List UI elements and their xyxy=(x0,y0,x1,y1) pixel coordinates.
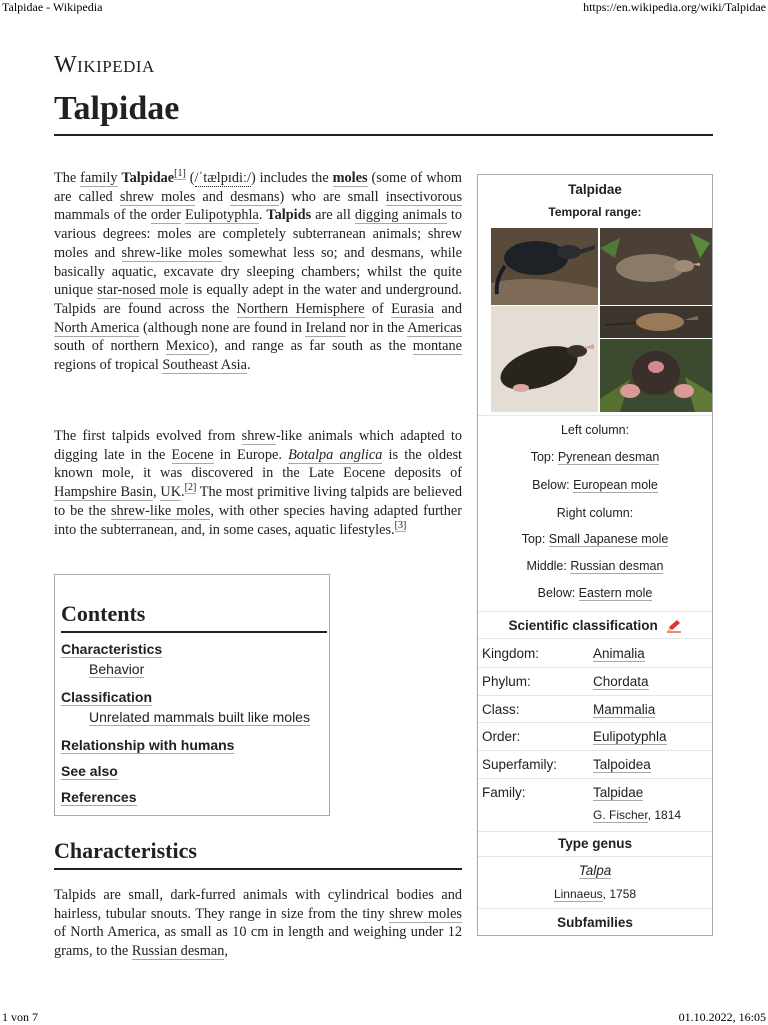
infobox-divider xyxy=(478,415,712,416)
link-americas[interactable]: Americas xyxy=(407,319,462,336)
term-talpids: Talpids xyxy=(266,207,312,224)
infobox-divider xyxy=(478,908,712,909)
link-shrew[interactable]: shrew xyxy=(241,428,276,444)
characteristics-paragraph: Talpids are small, dark-furred animals with cylindrical bodies and hairless, tubular snouts. They range in size from the tiny shrew moles of North America, as small as 10 cm in length and weighing under 12 grams, to the Russian desman, xyxy=(54,887,462,960)
link-shrew-like-moles[interactable]: shrew-like moles xyxy=(121,244,223,261)
russian-desman-image xyxy=(600,306,713,338)
infobox-divider xyxy=(478,695,712,696)
table-of-contents xyxy=(54,574,330,816)
infobox-title: Talpidae xyxy=(568,182,622,197)
toc-item-unrelated-mammals[interactable]: Unrelated mammals built like moles xyxy=(89,709,310,725)
link-eastern-mole[interactable]: Eastern mole xyxy=(578,586,653,600)
toc-item-behavior[interactable]: Behavior xyxy=(89,661,145,677)
ref-1[interactable]: [1] xyxy=(174,168,186,180)
order-value[interactable]: Eulipotyphla xyxy=(593,729,667,744)
toc-item-classification[interactable]: Classification xyxy=(61,689,153,705)
family-label: Family: xyxy=(482,785,526,800)
photo-small-japanese-mole[interactable] xyxy=(600,228,713,305)
link-ireland[interactable]: Ireland xyxy=(305,319,346,336)
phylum-value[interactable]: Chordata xyxy=(593,674,649,689)
print-timestamp: 01.10.2022, 16:05 xyxy=(678,1010,766,1024)
link-eocene[interactable]: Eocene xyxy=(171,446,214,463)
subfamilies-heading: Subfamilies xyxy=(557,915,633,930)
browser-tab-title: Talpidae - Wikipedia xyxy=(2,0,103,14)
link-family[interactable]: family xyxy=(80,170,118,186)
link-linnaeus[interactable]: Linnaeus xyxy=(553,887,603,901)
link-g-fischer[interactable]: G. Fischer xyxy=(593,808,648,822)
toc-divider xyxy=(61,631,327,633)
temporal-range-label: Temporal range: xyxy=(548,205,642,219)
term-talpidae: Talpidae xyxy=(121,170,175,186)
family-authority: G. Fischer, 1814 xyxy=(593,808,682,822)
eastern-mole-image xyxy=(600,339,713,412)
link-european-mole[interactable]: European mole xyxy=(573,478,658,492)
pyrenean-desman-image xyxy=(491,228,598,305)
taxobox xyxy=(477,174,713,936)
infobox-divider xyxy=(478,667,712,668)
link-uk[interactable]: UK xyxy=(160,484,182,501)
infobox-divider xyxy=(478,750,712,751)
title-divider xyxy=(54,134,713,136)
link-insectivorous[interactable]: insectivorous xyxy=(385,188,463,205)
link-eurasia[interactable]: Eurasia xyxy=(391,300,435,317)
infobox-divider xyxy=(478,611,712,612)
superfamily-value[interactable]: Talpoidea xyxy=(593,757,651,772)
link-russian-desman-caption[interactable]: Russian desman xyxy=(570,559,664,573)
ref-3[interactable]: [3] xyxy=(394,519,407,531)
toc-item-references[interactable]: References xyxy=(61,789,137,805)
page-url[interactable]: https://en.wikipedia.org/wiki/Talpidae xyxy=(583,0,766,14)
link-moles[interactable]: moles xyxy=(332,170,368,186)
link-north-america[interactable]: North America xyxy=(54,319,140,336)
link-shrew-moles-2[interactable]: shrew moles xyxy=(389,905,462,922)
photo-european-mole[interactable] xyxy=(491,306,598,412)
kingdom-value[interactable]: Animalia xyxy=(593,646,645,661)
toc-item-relationship-with-humans[interactable]: Relationship with humans xyxy=(61,737,235,753)
infobox-divider xyxy=(478,722,712,723)
small-japanese-mole-image xyxy=(600,228,713,305)
link-shrew-like-moles-2[interactable]: shrew-like moles xyxy=(110,502,211,519)
caption-left-column: Left column: xyxy=(560,423,630,437)
link-mexico[interactable]: Mexico xyxy=(165,338,210,355)
superfamily-label: Superfamily: xyxy=(482,757,558,772)
link-southeast-asia[interactable]: Southeast Asia xyxy=(162,357,247,374)
link-shrew-moles[interactable]: shrew moles xyxy=(119,188,196,205)
edit-pencil-icon[interactable] xyxy=(666,619,682,633)
ipa-pronunciation[interactable]: /ˈtælpɪdiː/ xyxy=(194,170,251,186)
photo-pyrenean-desman[interactable] xyxy=(491,228,598,305)
infobox-divider xyxy=(478,778,712,779)
link-russian-desman[interactable]: Russian desman xyxy=(131,943,225,960)
section-divider xyxy=(54,868,462,870)
infobox-divider xyxy=(478,638,712,639)
wikipedia-logo[interactable]: Wikipedia xyxy=(54,52,155,78)
type-genus-authority: Linnaeus, 1758 xyxy=(553,887,637,901)
intro-paragraph: The family Talpidae[1] (/ˈtælpɪdiː/) includes the moles (some of whom are called shrew moles and desmans) who are small insectivorous mammals of the order Eulipotyphla. Talpids are all digging animals to various degrees: moles are completely subterranean animals; shrew moles and shrew-like moles somewhat less so; and desmans, while basically aquatic, excavate dry sleeping chambers; whilst the quite unique star-nosed mole is equally adept in the water and underground. Talpids are found across the Northern Hemisphere of Eurasia and North America (although none are found in Ireland nor in the Americas south of northern Mexico), and range as far south as the montane regions of tropical Southeast Asia. xyxy=(54,168,463,374)
caption-below-left: Below: European mole xyxy=(532,478,658,492)
link-montane[interactable]: montane xyxy=(412,338,462,355)
ref-2[interactable]: [2] xyxy=(184,482,197,494)
link-hampshire-basin[interactable]: Hampshire Basin xyxy=(54,484,154,501)
type-genus-heading: Type genus xyxy=(557,836,632,851)
sci-classification-heading: Scientific classification xyxy=(478,618,712,633)
link-desmans[interactable]: desmans xyxy=(230,188,280,205)
caption-top-left: Top: Pyrenean desman xyxy=(530,450,660,464)
toc-title: Contents xyxy=(61,601,146,626)
photo-eastern-mole[interactable] xyxy=(600,339,713,412)
kingdom-label: Kingdom: xyxy=(482,646,540,661)
page-title: Talpidae xyxy=(54,90,180,127)
evolution-paragraph: The first talpids evolved from shrew-like animals which adapted to digging late in the Eocene in Europe. Botalpa anglica is the oldest known mole, it was discovered in the Late Eocene deposits of Hampshire Basin, UK.[2] The most primitive living talpids are believed to be the shrew-like moles, with other species having adapted further into the subterranean, and, in some cases, aquatic lifestyles.[3] xyxy=(54,428,463,538)
section-heading-characteristics: Characteristics xyxy=(54,838,197,863)
class-value[interactable]: Mammalia xyxy=(593,702,656,717)
caption-below-right: Below: Eastern mole xyxy=(537,586,653,600)
caption-right-column: Right column: xyxy=(556,506,634,520)
page-counter: 1 von 7 xyxy=(2,1010,38,1024)
family-value[interactable]: Talpidae xyxy=(593,785,644,800)
link-botalpa-anglica[interactable]: Botalpa anglica xyxy=(288,446,383,463)
link-digging-animals[interactable]: digging animals xyxy=(354,207,447,224)
type-genus-value xyxy=(478,863,712,878)
caption-middle-right: Middle: Russian desman xyxy=(526,559,664,573)
class-label: Class: xyxy=(482,702,520,717)
link-order[interactable]: order xyxy=(150,207,182,224)
photo-russian-desman[interactable] xyxy=(600,306,713,338)
phylum-label: Phylum: xyxy=(482,674,531,689)
european-mole-image xyxy=(491,306,598,412)
infobox-divider xyxy=(478,856,712,857)
link-northern-hemisphere[interactable]: Northern Hemisphere xyxy=(236,300,365,317)
caption-top-right: Top: Small Japanese mole xyxy=(521,532,669,546)
link-small-japanese-mole[interactable]: Small Japanese mole xyxy=(548,532,669,546)
link-eulipotyphla[interactable]: Eulipotyphla xyxy=(184,207,259,224)
toc-item-see-also[interactable]: See also xyxy=(61,763,118,779)
link-star-nosed-mole[interactable]: star-nosed mole xyxy=(97,282,189,299)
order-label: Order: xyxy=(482,729,521,744)
infobox-divider xyxy=(478,831,712,832)
link-talpa[interactable]: Talpa xyxy=(578,863,612,878)
link-pyrenean-desman[interactable]: Pyrenean desman xyxy=(557,450,660,464)
toc-item-characteristics[interactable]: Characteristics xyxy=(61,641,163,657)
